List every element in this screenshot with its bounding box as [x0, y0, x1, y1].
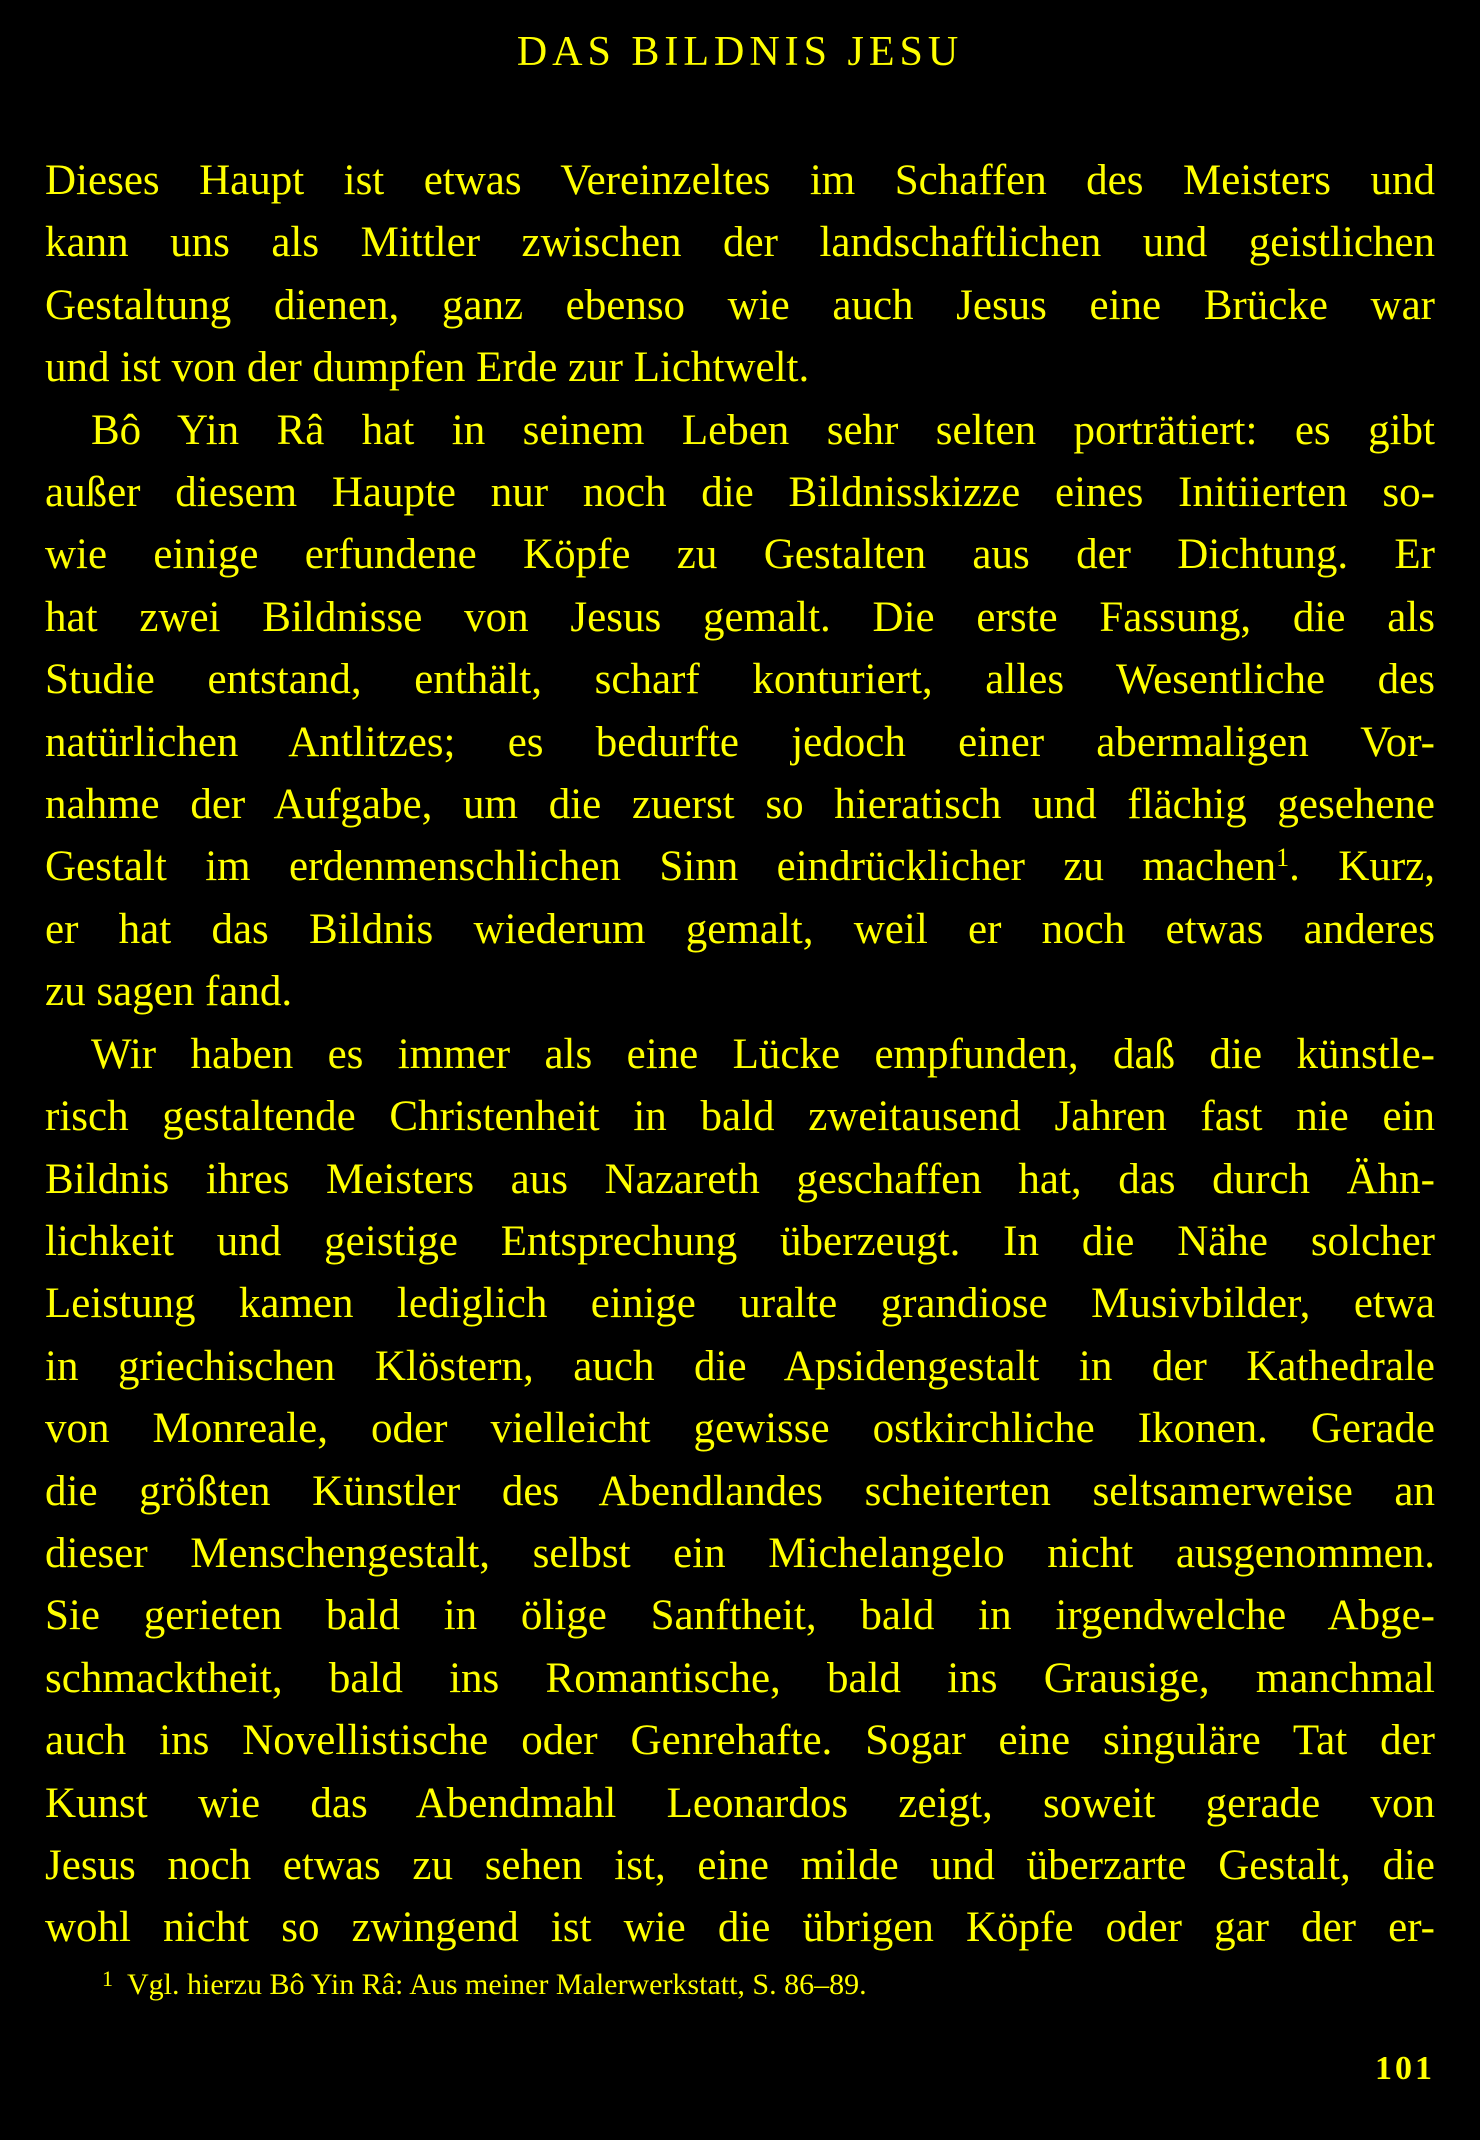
text-line: Wir haben es immer als eine Lücke empfunden, daß die künstle- — [91, 1030, 1435, 1078]
text-line: Bô Yin Râ hat in seinem Leben sehr selten porträtiert: es gibt — [91, 406, 1435, 454]
body-text — [45, 150, 1435, 1960]
footnote — [102, 1966, 867, 2002]
text-line: hat zwei Bildnisse von Jesus gemalt. Die erste Fassung, die als — [45, 593, 1435, 641]
footnote-reference[interactable]: 1 — [1276, 843, 1290, 873]
text-line — [45, 836, 1435, 898]
footnote-text: Vgl. hierzu Bô Yin Râ: Aus meiner Malerwerkstatt, S. 86–89. — [127, 1968, 867, 2001]
text-line: Dieses Haupt ist etwas Vereinzeltes im Schaffen des Meisters und — [45, 157, 1435, 204]
text-line: nahme der Aufgabe, um die zuerst so hieratisch und flächig gesehene — [45, 781, 1435, 829]
text-line: Studie entstand, enthält, scharf konturiert, alles Wesentliche des — [45, 656, 1435, 704]
footnote-mark: 1 — [102, 1966, 113, 1991]
text-line: und ist von der dumpfen Erde zur Lichtwelt. — [45, 344, 810, 392]
text-line: zu sagen fand. — [45, 968, 293, 1016]
running-head: DAS BILDNIS JESU — [516, 29, 964, 75]
text-line: Sie gerieten bald in ölige Sanftheit, bald in irgendwelche Abge- — [45, 1592, 1435, 1640]
text-line: schmacktheit, bald ins Romantische, bald ins Grausige, manchmal — [45, 1654, 1435, 1702]
text-line: dieser Menschengestalt, selbst ein Michelangelo nicht ausgenommen. — [45, 1529, 1435, 1577]
text-line: Jesus noch etwas zu sehen ist, eine milde und überzarte Gestalt, die — [45, 1841, 1435, 1889]
text-line: in griechischen Klöstern, auch die Apsidengestalt in der Kathedrale — [45, 1342, 1435, 1390]
text-line: die größten Künstler des Abendlandes scheiterten seltsamerweise an — [45, 1467, 1435, 1515]
paragraph — [45, 1024, 1435, 1960]
paragraph — [45, 400, 1435, 1024]
text-segment: . Kurz, — [1289, 843, 1435, 891]
text-line: Leistung kamen lediglich einige uralte grandiose Musivbilder, etwa — [45, 1280, 1435, 1328]
text-line: risch gestaltende Christenheit in bald zweitausend Jahren fast nie ein — [45, 1093, 1435, 1141]
text-line: wohl nicht so zwingend ist wie die übrigen Köpfe oder gar der er- — [45, 1904, 1435, 1952]
text-line: von Monreale, oder vielleicht gewisse ostkirchliche Ikonen. Gerade — [45, 1405, 1435, 1453]
text-line: er hat das Bildnis wiederum gemalt, weil er noch etwas anderes — [45, 905, 1435, 953]
paragraph — [45, 150, 1435, 400]
text-line: natürlichen Antlitzes; es bedurfte jedoch einer abermaligen Vor- — [45, 718, 1435, 766]
text-line: wie einige erfundene Köpfe zu Gestalten aus der Dichtung. Er — [45, 531, 1435, 579]
text-line: außer diesem Haupte nur noch die Bildnisskizze eines Initiierten so- — [45, 469, 1435, 517]
page-number: 101 — [1375, 2050, 1435, 2087]
text-line: Gestaltung dienen, ganz ebenso wie auch Jesus eine Brücke war — [45, 281, 1435, 329]
text-line: auch ins Novellistische oder Genrehafte. Sogar eine singuläre Tat der — [45, 1717, 1435, 1765]
text-line: lichkeit und geistige Entsprechung überzeugt. In die Nähe solcher — [45, 1217, 1435, 1265]
text-line: Kunst wie das Abendmahl Leonardos zeigt, soweit gerade von — [45, 1779, 1435, 1827]
text-line: kann uns als Mittler zwischen der landschaftlichen und geistlichen — [45, 219, 1435, 267]
text-line: Bildnis ihres Meisters aus Nazareth geschaffen hat, das durch Ähn- — [45, 1155, 1435, 1203]
text-segment: Gestalt im erdenmenschlichen Sinn eindrücklicher zu machen — [45, 843, 1277, 891]
